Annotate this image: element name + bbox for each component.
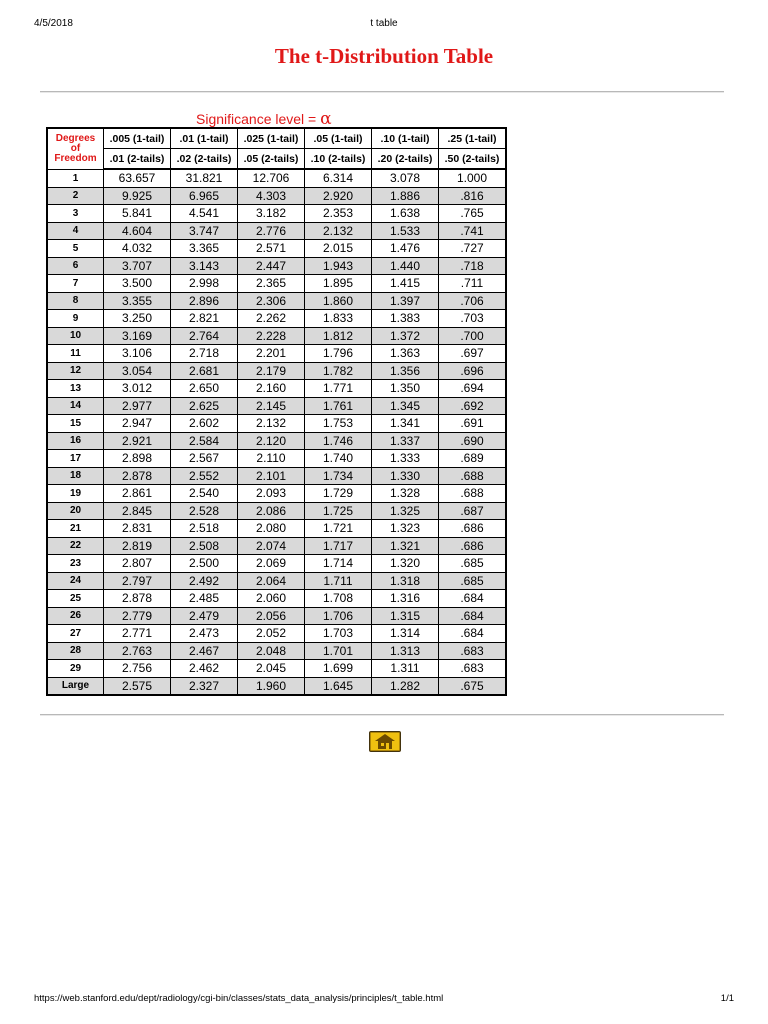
critical-value-cell: 1.740 bbox=[305, 450, 372, 468]
critical-value-cell: 2.467 bbox=[171, 642, 238, 660]
df-cell: 7 bbox=[47, 275, 104, 293]
critical-value-cell: 2.500 bbox=[171, 555, 238, 573]
alpha-symbol: α bbox=[320, 109, 332, 129]
df-cell: 6 bbox=[47, 257, 104, 275]
table-row bbox=[47, 467, 506, 485]
critical-value-cell: 4.604 bbox=[104, 222, 171, 240]
critical-value-cell: 1.833 bbox=[305, 310, 372, 328]
critical-value-cell: 3.355 bbox=[104, 292, 171, 310]
critical-value-cell: 1.311 bbox=[372, 660, 439, 678]
critical-value-cell: .684 bbox=[439, 625, 507, 643]
df-cell: 22 bbox=[47, 537, 104, 555]
critical-value-cell: .691 bbox=[439, 415, 507, 433]
page-title: The t-Distribution Table bbox=[274, 44, 494, 68]
df-cell: 20 bbox=[47, 502, 104, 520]
df-cell: 12 bbox=[47, 362, 104, 380]
critical-value-cell: 1.325 bbox=[372, 502, 439, 520]
critical-value-cell: 2.575 bbox=[104, 677, 171, 695]
critical-value-cell: 4.303 bbox=[238, 187, 305, 205]
critical-value-cell: .703 bbox=[439, 310, 507, 328]
df-cell: 13 bbox=[47, 380, 104, 398]
critical-value-cell: 2.763 bbox=[104, 642, 171, 660]
critical-value-cell: .711 bbox=[439, 275, 507, 293]
df-cell: 14 bbox=[47, 397, 104, 415]
df-cell: 26 bbox=[47, 607, 104, 625]
table-row bbox=[47, 169, 506, 187]
critical-value-cell: 1.000 bbox=[439, 169, 507, 187]
critical-value-cell: 4.541 bbox=[171, 205, 238, 223]
page-number: 1/1 bbox=[720, 993, 734, 1004]
critical-value-cell: 1.708 bbox=[305, 590, 372, 608]
critical-value-cell: 1.721 bbox=[305, 520, 372, 538]
table-row bbox=[47, 432, 506, 450]
critical-value-cell: 1.397 bbox=[372, 292, 439, 310]
table-row bbox=[47, 572, 506, 590]
critical-value-cell: 1.363 bbox=[372, 345, 439, 363]
critical-value-cell: 1.333 bbox=[372, 450, 439, 468]
two-tail-header: .20 (2-tails) bbox=[372, 149, 439, 170]
critical-value-cell: 2.756 bbox=[104, 660, 171, 678]
critical-value-cell: 2.145 bbox=[238, 397, 305, 415]
critical-value-cell: .684 bbox=[439, 607, 507, 625]
critical-value-cell: 2.462 bbox=[171, 660, 238, 678]
critical-value-cell: 1.323 bbox=[372, 520, 439, 538]
print-url: https://web.stanford.edu/dept/radiology/cgi-bin/classes/stats_data_analysis/principles/t_table.html bbox=[34, 993, 444, 1004]
critical-value-cell: 3.250 bbox=[104, 310, 171, 328]
critical-value-cell: 3.707 bbox=[104, 257, 171, 275]
critical-value-cell: 2.681 bbox=[171, 362, 238, 380]
print-page-title: t table bbox=[370, 18, 398, 29]
critical-value-cell: 2.947 bbox=[104, 415, 171, 433]
critical-value-cell: 1.725 bbox=[305, 502, 372, 520]
critical-value-cell: 1.440 bbox=[372, 257, 439, 275]
critical-value-cell: .686 bbox=[439, 520, 507, 538]
critical-value-cell: 9.925 bbox=[104, 187, 171, 205]
critical-value-cell: 1.886 bbox=[372, 187, 439, 205]
critical-value-cell: 2.179 bbox=[238, 362, 305, 380]
df-cell: 18 bbox=[47, 467, 104, 485]
table-row bbox=[47, 625, 506, 643]
critical-value-cell: 2.567 bbox=[171, 450, 238, 468]
critical-value-cell: 1.341 bbox=[372, 415, 439, 433]
critical-value-cell: 3.169 bbox=[104, 327, 171, 345]
critical-value-cell: .765 bbox=[439, 205, 507, 223]
critical-value-cell: 2.306 bbox=[238, 292, 305, 310]
print-date: 4/5/2018 bbox=[34, 18, 73, 29]
critical-value-cell: 2.201 bbox=[238, 345, 305, 363]
critical-value-cell: .685 bbox=[439, 572, 507, 590]
critical-value-cell: 2.064 bbox=[238, 572, 305, 590]
critical-value-cell: 1.314 bbox=[372, 625, 439, 643]
critical-value-cell: 2.807 bbox=[104, 555, 171, 573]
df-cell: 10 bbox=[47, 327, 104, 345]
significance-label-text: Significance level = bbox=[196, 111, 321, 127]
critical-value-cell: 2.045 bbox=[238, 660, 305, 678]
two-tail-header: .02 (2-tails) bbox=[171, 149, 238, 170]
df-cell: 28 bbox=[47, 642, 104, 660]
table-row bbox=[47, 450, 506, 468]
table-body bbox=[47, 169, 506, 695]
critical-value-cell: .697 bbox=[439, 345, 507, 363]
critical-value-cell: 2.625 bbox=[171, 397, 238, 415]
table-row bbox=[47, 555, 506, 573]
df-cell: 29 bbox=[47, 660, 104, 678]
df-cell: 1 bbox=[47, 169, 104, 187]
df-cell: 5 bbox=[47, 240, 104, 258]
t-distribution-table bbox=[46, 127, 507, 696]
critical-value-cell: 2.069 bbox=[238, 555, 305, 573]
critical-value-cell: 1.753 bbox=[305, 415, 372, 433]
critical-value-cell: 1.711 bbox=[305, 572, 372, 590]
table-row bbox=[47, 537, 506, 555]
critical-value-cell: 1.714 bbox=[305, 555, 372, 573]
df-cell: 16 bbox=[47, 432, 104, 450]
critical-value-cell: 5.841 bbox=[104, 205, 171, 223]
critical-value-cell: 2.473 bbox=[171, 625, 238, 643]
critical-value-cell: 2.048 bbox=[238, 642, 305, 660]
critical-value-cell: 1.282 bbox=[372, 677, 439, 695]
critical-value-cell: .684 bbox=[439, 590, 507, 608]
critical-value-cell: 1.796 bbox=[305, 345, 372, 363]
two-tail-header: .01 (2-tails) bbox=[104, 149, 171, 170]
critical-value-cell: 2.228 bbox=[238, 327, 305, 345]
critical-value-cell: 2.779 bbox=[104, 607, 171, 625]
critical-value-cell: 2.132 bbox=[238, 415, 305, 433]
critical-value-cell: 2.878 bbox=[104, 590, 171, 608]
critical-value-cell: 1.328 bbox=[372, 485, 439, 503]
critical-value-cell: 63.657 bbox=[104, 169, 171, 187]
df-cell: 17 bbox=[47, 450, 104, 468]
critical-value-cell: 3.054 bbox=[104, 362, 171, 380]
critical-value-cell: 2.479 bbox=[171, 607, 238, 625]
print-header bbox=[0, 18, 768, 32]
table-row bbox=[47, 292, 506, 310]
critical-value-cell: 3.365 bbox=[171, 240, 238, 258]
table-row bbox=[47, 345, 506, 363]
critical-value-cell: .687 bbox=[439, 502, 507, 520]
critical-value-cell: 1.812 bbox=[305, 327, 372, 345]
critical-value-cell: 2.080 bbox=[238, 520, 305, 538]
critical-value-cell: 6.965 bbox=[171, 187, 238, 205]
critical-value-cell: 1.960 bbox=[238, 677, 305, 695]
df-cell: 19 bbox=[47, 485, 104, 503]
critical-value-cell: 1.318 bbox=[372, 572, 439, 590]
table-row bbox=[47, 275, 506, 293]
table-row bbox=[47, 257, 506, 275]
critical-value-cell: 3.143 bbox=[171, 257, 238, 275]
critical-value-cell: 2.160 bbox=[238, 380, 305, 398]
df-cell: 23 bbox=[47, 555, 104, 573]
df-cell: 25 bbox=[47, 590, 104, 608]
critical-value-cell: 2.764 bbox=[171, 327, 238, 345]
critical-value-cell: 2.819 bbox=[104, 537, 171, 555]
df-cell: 2 bbox=[47, 187, 104, 205]
critical-value-cell: 3.500 bbox=[104, 275, 171, 293]
critical-value-cell: 2.977 bbox=[104, 397, 171, 415]
critical-value-cell: 1.645 bbox=[305, 677, 372, 695]
critical-value-cell: 1.350 bbox=[372, 380, 439, 398]
critical-value-cell: 2.776 bbox=[238, 222, 305, 240]
critical-value-cell: .741 bbox=[439, 222, 507, 240]
critical-value-cell: .694 bbox=[439, 380, 507, 398]
critical-value-cell: 2.508 bbox=[171, 537, 238, 555]
critical-value-cell: 2.552 bbox=[171, 467, 238, 485]
critical-value-cell: 2.093 bbox=[238, 485, 305, 503]
table-row bbox=[47, 187, 506, 205]
critical-value-cell: .696 bbox=[439, 362, 507, 380]
df-cell: 9 bbox=[47, 310, 104, 328]
table-row bbox=[47, 362, 506, 380]
df-header-line: Freedom bbox=[54, 152, 97, 164]
critical-value-cell: 3.106 bbox=[104, 345, 171, 363]
critical-value-cell: 2.821 bbox=[171, 310, 238, 328]
critical-value-cell: .685 bbox=[439, 555, 507, 573]
critical-value-cell: 2.831 bbox=[104, 520, 171, 538]
critical-value-cell: 2.718 bbox=[171, 345, 238, 363]
critical-value-cell: 1.533 bbox=[372, 222, 439, 240]
critical-value-cell: .718 bbox=[439, 257, 507, 275]
critical-value-cell: 2.365 bbox=[238, 275, 305, 293]
one-tail-header: .10 (1-tail) bbox=[372, 128, 439, 149]
critical-value-cell: 2.878 bbox=[104, 467, 171, 485]
critical-value-cell: 1.699 bbox=[305, 660, 372, 678]
critical-value-cell: 1.746 bbox=[305, 432, 372, 450]
table-row bbox=[47, 485, 506, 503]
df-cell: 15 bbox=[47, 415, 104, 433]
table-row bbox=[47, 607, 506, 625]
critical-value-cell: 2.447 bbox=[238, 257, 305, 275]
one-tail-header: .025 (1-tail) bbox=[238, 128, 305, 149]
table-row bbox=[47, 240, 506, 258]
critical-value-cell: 4.032 bbox=[104, 240, 171, 258]
critical-value-cell: 2.898 bbox=[104, 450, 171, 468]
table-row bbox=[47, 502, 506, 520]
df-cell: 21 bbox=[47, 520, 104, 538]
critical-value-cell: 3.747 bbox=[171, 222, 238, 240]
critical-value-cell: .692 bbox=[439, 397, 507, 415]
critical-value-cell: 3.012 bbox=[104, 380, 171, 398]
table-row bbox=[47, 327, 506, 345]
one-tail-header: .01 (1-tail) bbox=[171, 128, 238, 149]
critical-value-cell: 3.078 bbox=[372, 169, 439, 187]
critical-value-cell: 6.314 bbox=[305, 169, 372, 187]
critical-value-cell: 1.782 bbox=[305, 362, 372, 380]
critical-value-cell: 1.761 bbox=[305, 397, 372, 415]
df-cell: 24 bbox=[47, 572, 104, 590]
one-tail-header: .005 (1-tail) bbox=[104, 128, 171, 149]
critical-value-cell: 1.771 bbox=[305, 380, 372, 398]
df-cell: 3 bbox=[47, 205, 104, 223]
critical-value-cell: .686 bbox=[439, 537, 507, 555]
two-tail-header: .05 (2-tails) bbox=[238, 149, 305, 170]
critical-value-cell: 1.895 bbox=[305, 275, 372, 293]
critical-value-cell: 2.060 bbox=[238, 590, 305, 608]
df-cell: Large bbox=[47, 677, 104, 695]
one-tail-header: .05 (1-tail) bbox=[305, 128, 372, 149]
critical-value-cell: .683 bbox=[439, 642, 507, 660]
critical-value-cell: .816 bbox=[439, 187, 507, 205]
df-header-line: of bbox=[70, 142, 81, 154]
critical-value-cell: 2.998 bbox=[171, 275, 238, 293]
critical-value-cell: 1.717 bbox=[305, 537, 372, 555]
critical-value-cell: 3.182 bbox=[238, 205, 305, 223]
critical-value-cell: 1.330 bbox=[372, 467, 439, 485]
critical-value-cell: 1.943 bbox=[305, 257, 372, 275]
df-cell: 4 bbox=[47, 222, 104, 240]
critical-value-cell: 1.706 bbox=[305, 607, 372, 625]
critical-value-cell: 12.706 bbox=[238, 169, 305, 187]
table-row bbox=[47, 590, 506, 608]
critical-value-cell: 2.086 bbox=[238, 502, 305, 520]
critical-value-cell: 1.372 bbox=[372, 327, 439, 345]
critical-value-cell: 1.638 bbox=[372, 205, 439, 223]
critical-value-cell: 2.920 bbox=[305, 187, 372, 205]
table-row bbox=[47, 397, 506, 415]
bottom-divider bbox=[40, 714, 724, 716]
critical-value-cell: 1.337 bbox=[372, 432, 439, 450]
degrees-of-freedom-header bbox=[47, 128, 104, 169]
critical-value-cell: 2.797 bbox=[104, 572, 171, 590]
critical-value-cell: 2.120 bbox=[238, 432, 305, 450]
critical-value-cell: .683 bbox=[439, 660, 507, 678]
critical-value-cell: 1.415 bbox=[372, 275, 439, 293]
one-tail-header: .25 (1-tail) bbox=[439, 128, 507, 149]
critical-value-cell: 2.896 bbox=[171, 292, 238, 310]
home-button[interactable] bbox=[369, 731, 401, 752]
critical-value-cell: .689 bbox=[439, 450, 507, 468]
critical-value-cell: .727 bbox=[439, 240, 507, 258]
table-row bbox=[47, 222, 506, 240]
table-row bbox=[47, 520, 506, 538]
critical-value-cell: 2.518 bbox=[171, 520, 238, 538]
table-row bbox=[47, 310, 506, 328]
critical-value-cell: 1.315 bbox=[372, 607, 439, 625]
table-row bbox=[47, 660, 506, 678]
critical-value-cell: 1.734 bbox=[305, 467, 372, 485]
two-tail-header: .50 (2-tails) bbox=[439, 149, 507, 170]
print-footer bbox=[0, 993, 768, 1007]
critical-value-cell: 2.571 bbox=[238, 240, 305, 258]
critical-value-cell: 2.845 bbox=[104, 502, 171, 520]
critical-value-cell: 2.101 bbox=[238, 467, 305, 485]
critical-value-cell: .690 bbox=[439, 432, 507, 450]
critical-value-cell: 1.476 bbox=[372, 240, 439, 258]
two-tail-header: .10 (2-tails) bbox=[305, 149, 372, 170]
critical-value-cell: 2.353 bbox=[305, 205, 372, 223]
critical-value-cell: 1.345 bbox=[372, 397, 439, 415]
critical-value-cell: .675 bbox=[439, 677, 507, 695]
critical-value-cell: 2.052 bbox=[238, 625, 305, 643]
home-icon bbox=[369, 731, 401, 752]
df-cell: 8 bbox=[47, 292, 104, 310]
critical-value-cell: .688 bbox=[439, 467, 507, 485]
critical-value-cell: 1.313 bbox=[372, 642, 439, 660]
critical-value-cell: 2.540 bbox=[171, 485, 238, 503]
critical-value-cell: 1.703 bbox=[305, 625, 372, 643]
critical-value-cell: 2.602 bbox=[171, 415, 238, 433]
critical-value-cell: 2.074 bbox=[238, 537, 305, 555]
critical-value-cell: 2.056 bbox=[238, 607, 305, 625]
critical-value-cell: .688 bbox=[439, 485, 507, 503]
critical-value-cell: 2.771 bbox=[104, 625, 171, 643]
critical-value-cell: .706 bbox=[439, 292, 507, 310]
critical-value-cell: 2.492 bbox=[171, 572, 238, 590]
table-row bbox=[47, 380, 506, 398]
critical-value-cell: 1.321 bbox=[372, 537, 439, 555]
critical-value-cell: 2.861 bbox=[104, 485, 171, 503]
critical-value-cell: 2.110 bbox=[238, 450, 305, 468]
significance-level-label bbox=[196, 109, 332, 129]
critical-value-cell: 1.320 bbox=[372, 555, 439, 573]
critical-value-cell: 2.528 bbox=[171, 502, 238, 520]
critical-value-cell: 2.327 bbox=[171, 677, 238, 695]
df-cell: 27 bbox=[47, 625, 104, 643]
critical-value-cell: 2.132 bbox=[305, 222, 372, 240]
table-row bbox=[47, 677, 506, 695]
critical-value-cell: 2.650 bbox=[171, 380, 238, 398]
critical-value-cell: 1.860 bbox=[305, 292, 372, 310]
critical-value-cell: 1.729 bbox=[305, 485, 372, 503]
critical-value-cell: 1.701 bbox=[305, 642, 372, 660]
critical-value-cell: 31.821 bbox=[171, 169, 238, 187]
table-row bbox=[47, 642, 506, 660]
critical-value-cell: 1.383 bbox=[372, 310, 439, 328]
df-header-line: Degrees bbox=[55, 132, 96, 144]
critical-value-cell: 2.015 bbox=[305, 240, 372, 258]
critical-value-cell: 2.485 bbox=[171, 590, 238, 608]
df-cell: 11 bbox=[47, 345, 104, 363]
critical-value-cell: .700 bbox=[439, 327, 507, 345]
critical-value-cell: 1.356 bbox=[372, 362, 439, 380]
critical-value-cell: 2.262 bbox=[238, 310, 305, 328]
critical-value-cell: 2.921 bbox=[104, 432, 171, 450]
critical-value-cell: 1.316 bbox=[372, 590, 439, 608]
critical-value-cell: 2.584 bbox=[171, 432, 238, 450]
table-row bbox=[47, 205, 506, 223]
top-divider bbox=[40, 91, 724, 93]
table-row bbox=[47, 415, 506, 433]
